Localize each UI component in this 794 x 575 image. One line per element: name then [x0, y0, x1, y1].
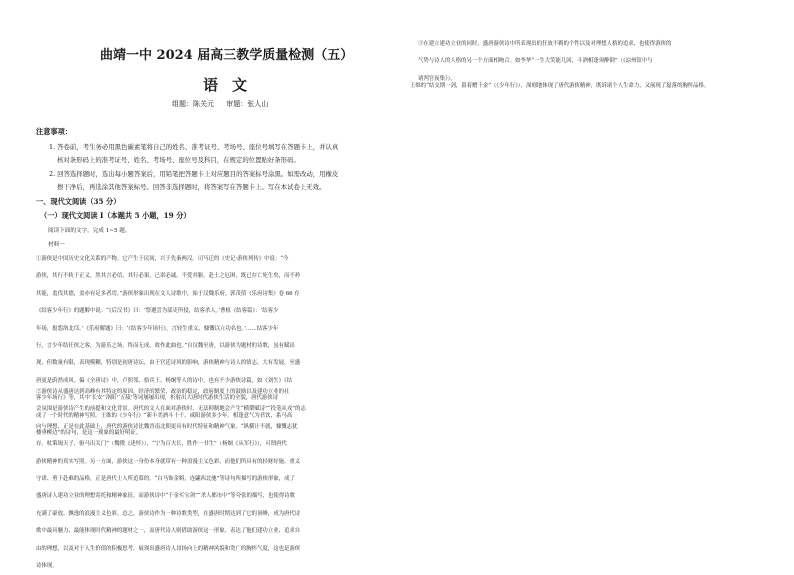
text-line: 客少年场行》等，其中‘长安’‘洛阳’‘五陵’等词屡屡出现，折射出大唐时代游侠生活的全貌，唐代游侠诗 [36, 395, 279, 402]
text-line: ①游侠是中国历史文化关系的产物。它产生于民间，兴于先秦两汉。司马迁的《史记·游侠列传》中说：“今 [36, 256, 289, 262]
text-line: 向与理想，正是在此基础上，唐代的游侠诗比魏晋南北朝更具有时代特征和精神气象。“纵横计不就，慷慨志犹 [36, 423, 298, 430]
text-line: 气势与诗人的人格的另一个方面相吻合。如李华“一生大笑能几回，斗酒相逢须醉倒”（《凉州馆中与 [418, 58, 653, 65]
subsection-title: （一）现代文阅读 I（本题共 5 小题，19 分） [40, 211, 191, 220]
text-line: 由的理想，以及对于人生价值的积极思考，展现出盛唐诗人昂扬向上的精神风貌和宽广的胸怀气度，这也是游侠 [36, 545, 301, 552]
right-page [410, 0, 794, 562]
reviewer-label: 审题：张人山 [226, 100, 269, 108]
notice-item-1-line-2: 核对条形码上的准考证号、姓名、考场号、座位号及科目，在规定的位置贴好条形码。 [57, 156, 300, 164]
notice-heading: 注意事项： [36, 127, 72, 136]
text-line: 其能，羞伐其德，盖亦有足多者焉。”游侠形象出现在文人诗歌中，始于汉魏乐府。郭茂倩《乐府诗集》卷 66 存 [36, 290, 300, 297]
notice-item-1-line-1: 1. 答卷前，考生务必用黑色碳素笔将自己的姓名、准考证号、考场号、座位号填写在答题卡上，并认真 [49, 143, 339, 151]
material-label: 材料一 [48, 242, 65, 248]
text-line: 现，但数量有限，表现模糊，特别是初唐诗坛，由于宫廷诗风的影响，游侠精神与诗人的情志，大有发展，至盛 [36, 360, 301, 367]
exam-title: 曲靖一中 2024 届高三教学质量检测（五） [100, 48, 354, 63]
text-line: 唐更是蔚然成风。偏《全唐诗》中，卢照邻、骆宾王、杨炯等人的诗中，也有不少游侠诗篇，如《刘生》《结 [36, 377, 293, 384]
text-line: 存。杖策谒天子，驱马出关门”（魏徵《述怀》）、“宁为百夫长，胜作一书生”（杨炯《从军行》），可谓唐代 [36, 441, 287, 448]
author-line [172, 99, 268, 109]
text-line: 成了一个时代的精神写照。王维的《少年行》“新丰美酒斗十千，咸阳游侠多少年。相逢意气为君饮，系马高 [36, 412, 293, 419]
text-line: 楼垂柳边”的诗句，是这一现象的最好明证。 [36, 430, 142, 437]
text-line: ②游侠诗从盛唐达到高峰有其特定的原因。经济的繁荣，政治的稳定，政府制度上的鼓励以及建功立业的社 [36, 389, 290, 395]
text-line: 王维的“结交期一剑，留着赠千金”（《少年行》），深刻地体现了唐代游侠精神，既诉诸个人生命力，又展现了磊落的胸怀品格。 [410, 83, 710, 89]
text-line: 盛唐诗人建功立业的理想寄托和精神象征。而游侠诗中“千金买宝剑”“杀人都市中”等夸张的描写，也使得诗歌 [36, 493, 295, 500]
section-title: 一、现代文阅读（35 分） [36, 197, 121, 206]
text-line: ③在建立建功立业的同时，盛唐游侠诗中所表现出的狂放不羁的个性以及对理想人格的追求，也使得游侠的 [418, 41, 672, 47]
setter-label: 组题：陈关元 [172, 100, 214, 108]
text-line: 游侠，其行不轨于正义，然其言必信，其行必果，已诺必诚，不爱其躯。赴士之厄困，既已存亡死生矣，而不矜 [36, 273, 301, 280]
text-line: 《结客少年行》的题解中说：“《后汉书》曰：‘祭遵尝为部吏所侵，结客杀人。’曹植《结客篇》：‘结客少 [36, 308, 279, 315]
text-line: 诸判官夜集》）。 [418, 75, 456, 82]
instruction-text: 阅读下面的文字，完成 1~5 题。 [48, 228, 131, 234]
text-line: 年场，报怨洛北邙。’《乐府解题》曰：‘《结客少年场行》，言轻生重义，慷慨以立功名也。’……结客少年 [36, 325, 279, 332]
notice-item-2-line-2: 擦干净后，再选涂其他答案标号。回答非选择题时，将答案写在答题卡上。写在本试卷上无效。 [57, 183, 326, 191]
text-line: 诗体现。 [36, 563, 58, 570]
subject-title: 语文 [203, 76, 262, 94]
notice-item-2-line-1: 2. 回答选择题时，选出每小题答案后，用铅笔把答题卡上对应题目的答案标号涂黑。如需改动，用橡皮 [49, 170, 339, 178]
text-line: 充满了豪放、飘逸的浪漫主义色彩。总之，游侠诗作为一种诗歌类型，在盛唐时期达到了它的顶峰，成为唐代诗 [36, 510, 301, 517]
left-page [0, 0, 400, 570]
text-line: 守诺、勇于赴难的品格，正是唐代士人所追慕的。“白马饰金羁，连翩西北驰”等诗句所描写的游侠形象，成了 [36, 476, 295, 483]
paragraph-2 [36, 384, 392, 575]
paragraph-4 [410, 78, 782, 95]
text-line: 行，言少年结任侠之客，为游乐之场，终而无成，故作此曲也。”自汉魏至唐，以游侠为题材的诗歌，虽有赋出 [36, 343, 295, 350]
text-line: 会氛围是游侠诗产生的前提和文化背景。唐代的文人在面对游侠时，无法抑制地会产生“横槊赋诗”“投笔从戎”的志 [36, 406, 306, 413]
text-line: 歌中最具魅力、最能体现时代精神的题材之一，而唐代诗人则借助游侠这一形象，表达了他们建功立业、追求自 [36, 528, 301, 535]
text-line: 游侠精神的真实写照。另一方面，游侠这一身份本身就带有一种浪漫主义色彩，而他们所具有的轻财好施、重义 [36, 458, 301, 465]
